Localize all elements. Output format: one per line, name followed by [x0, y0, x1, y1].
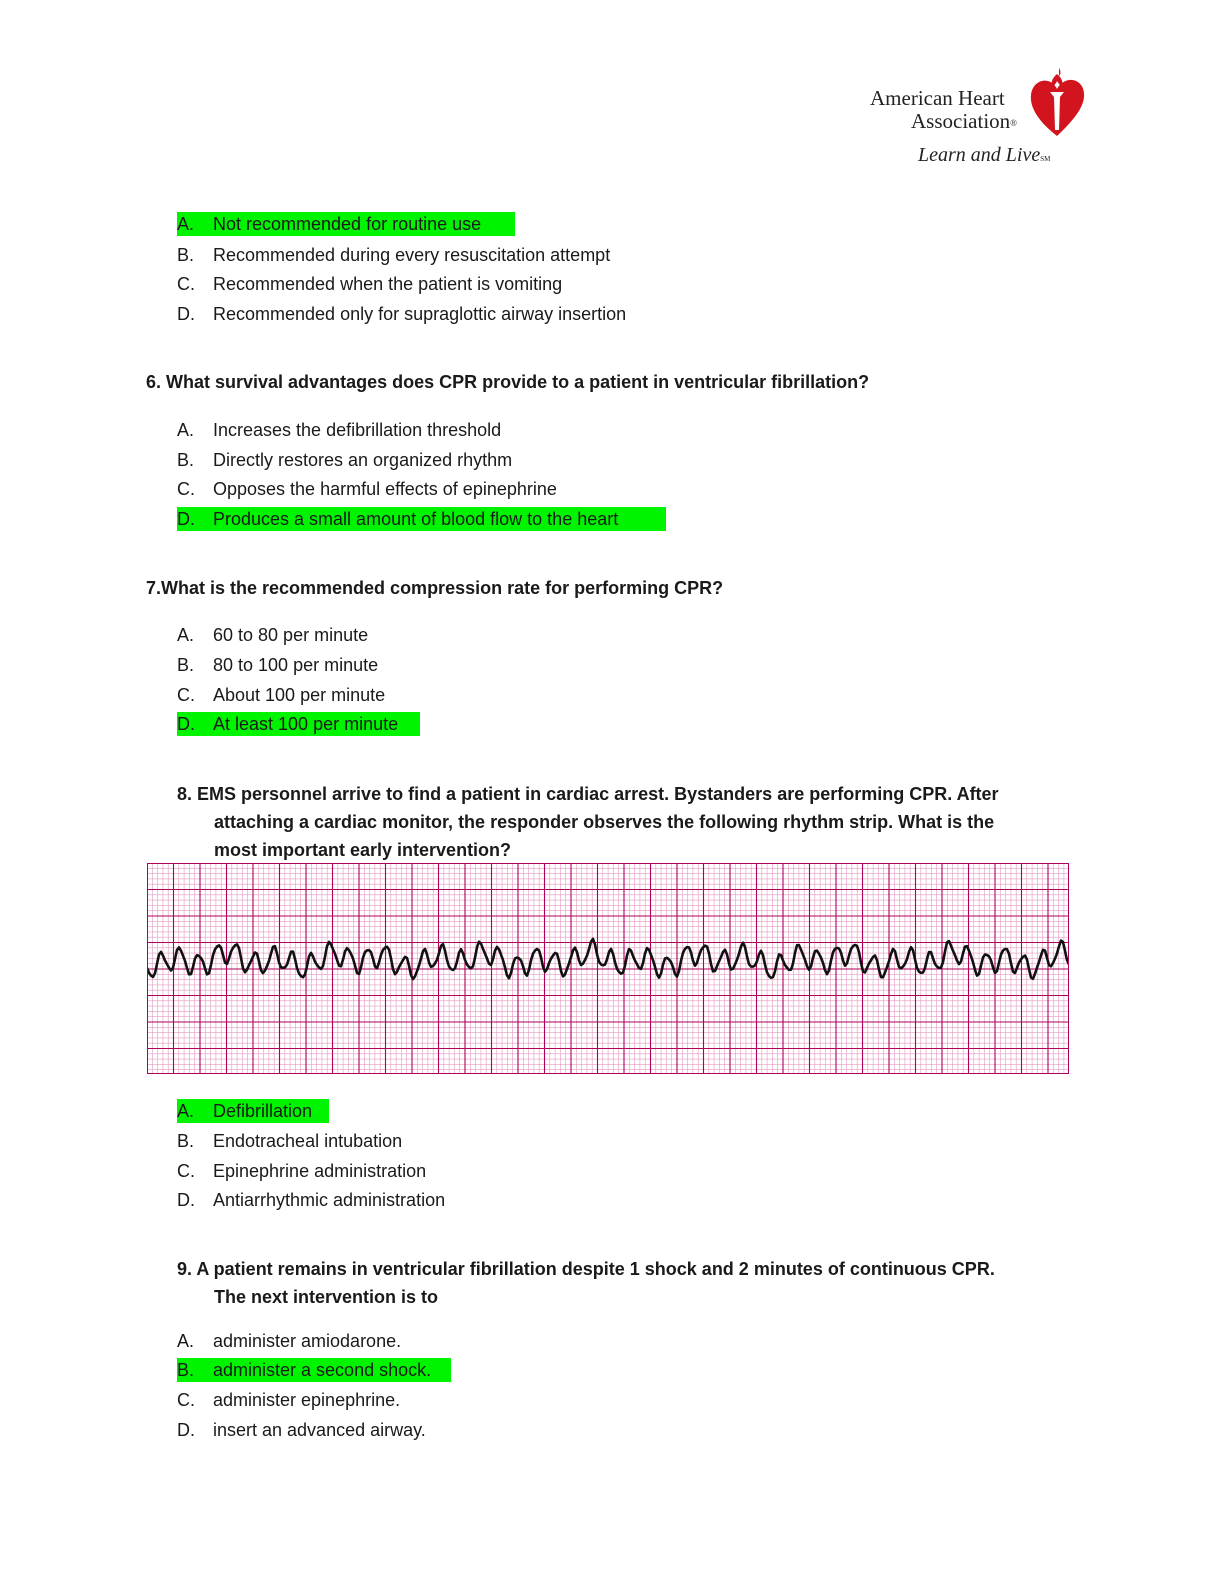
logo-line-1: American Heart [870, 86, 1005, 110]
q9-question [177, 1255, 995, 1311]
q8-question-line-3: most important early intervention? [214, 840, 512, 860]
q7-option-d: D. At least 100 per minute [177, 712, 420, 736]
q6-option-d: D. Produces a small amount of blood flow to the heart [177, 507, 666, 531]
q6-question: 6. What survival advantages does CPR provide to a patient in ventricular fibrillation? [146, 372, 870, 392]
logo-tagline: Learn and LiveSM [918, 144, 1051, 166]
q9-option-b: B. administer a second shock. [177, 1358, 451, 1382]
q8-question-line-2: attaching a cardiac monitor, the responder observes the following rhythm strip. What is the [214, 812, 995, 832]
q7-question: 7.What is the recommended compression rate for performing CPR? [146, 578, 724, 598]
q8-option-a: A. Defibrillation [177, 1099, 329, 1123]
heart-torch-icon [1028, 68, 1086, 140]
logo-line-2: Association® [911, 109, 1017, 133]
q8-question-line-1: 8. EMS personnel arrive to find a patient in cardiac arrest. Bystanders are performing CPR. After [177, 784, 999, 804]
aha-logo [860, 66, 1090, 176]
q9-question-line-2: The next intervention is to [214, 1287, 439, 1307]
q8-question [177, 780, 999, 864]
ecg-rhythm-strip [147, 863, 1069, 1074]
q5-option-a: A. Not recommended for routine use [177, 212, 515, 236]
q9-question-line-1: 9. A patient remains in ventricular fibrillation despite 1 shock and 2 minutes of continuous CPR. [177, 1259, 995, 1279]
